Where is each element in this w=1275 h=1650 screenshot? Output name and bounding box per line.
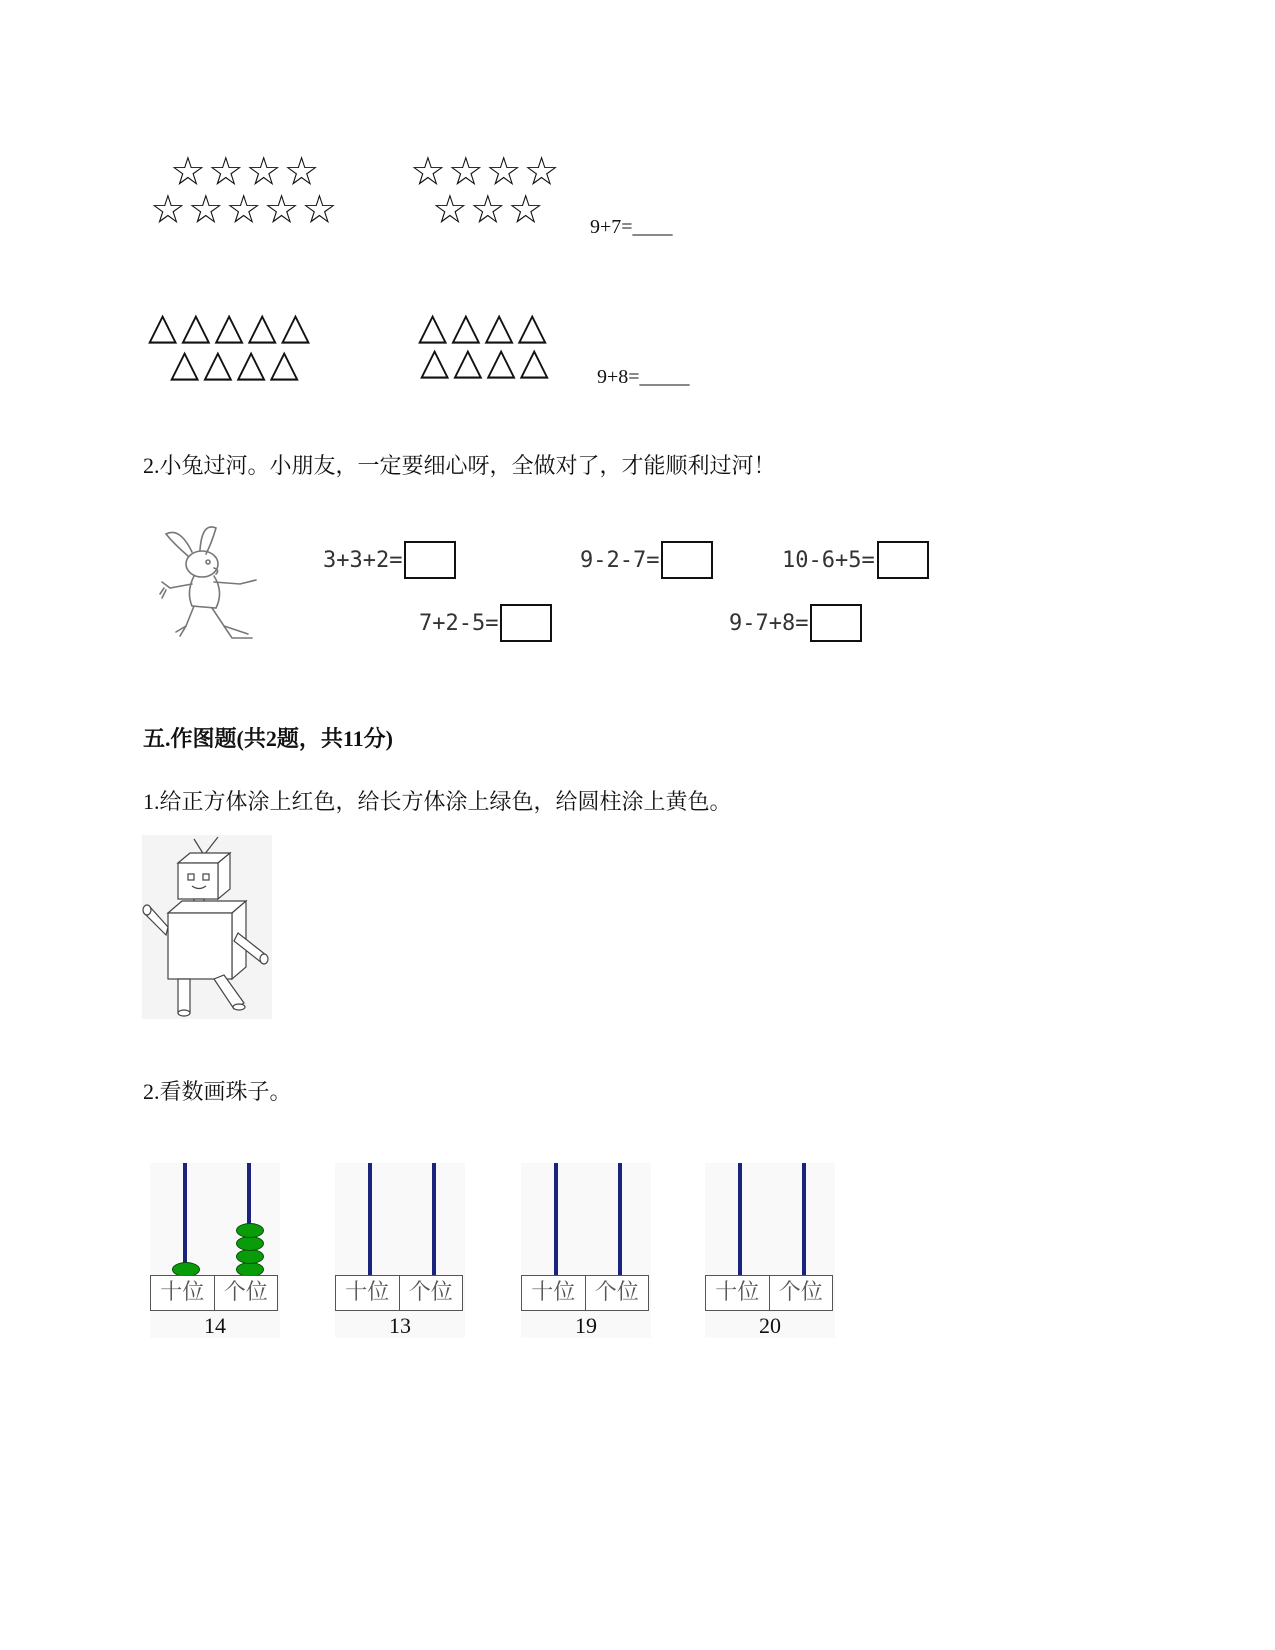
ones-label: 个位 xyxy=(223,1280,268,1305)
ones-label: 个位 xyxy=(778,1280,823,1305)
tens-rod xyxy=(183,1163,187,1278)
triangles-left-bottom: △△△△ xyxy=(170,341,303,385)
question-color-prompt: 1.给正方体涂上红色，给长方体涂上绿色，给圆柱涂上黄色。 xyxy=(143,789,732,814)
abacus-20[interactable] xyxy=(705,1163,835,1338)
place-value-row xyxy=(150,1275,278,1311)
equation-stars: 9+7=____ xyxy=(590,216,673,238)
answer-box[interactable] xyxy=(500,604,552,642)
abacus-number: 20 xyxy=(759,1313,781,1338)
abacus-number: 13 xyxy=(389,1313,411,1338)
section-heading: 五.作图题(共2题，共11分) xyxy=(143,726,393,751)
equation-text: 10-6+5= xyxy=(782,547,875,573)
answer-box[interactable] xyxy=(404,541,456,579)
stars-left-top: ☆☆☆☆ xyxy=(170,149,322,195)
robot-illustration xyxy=(142,835,272,1019)
answer-box[interactable] xyxy=(877,541,929,579)
rabbit-equation-2 xyxy=(580,541,713,579)
equation-text: 9-2-7= xyxy=(580,547,660,573)
bead xyxy=(236,1249,264,1264)
abacus-13[interactable] xyxy=(335,1163,465,1338)
equation-text: 7+2-5= xyxy=(419,610,499,636)
triangles-right-bottom: △△△△ xyxy=(420,339,553,383)
stars-right-bottom: ☆☆☆ xyxy=(432,187,546,233)
equation-text: 3+3+2= xyxy=(323,547,403,573)
triangles-left-top: △△△△△ xyxy=(148,304,315,348)
tens-rod xyxy=(554,1163,558,1278)
tens-rod xyxy=(738,1163,742,1278)
tens-label: 十位 xyxy=(706,1276,770,1310)
tens-label: 十位 xyxy=(336,1276,400,1310)
stars-left-bottom: ☆☆☆☆☆ xyxy=(150,187,340,233)
rabbit-equation-5 xyxy=(729,604,862,642)
answer-box[interactable] xyxy=(661,541,713,579)
ones-label: 个位 xyxy=(594,1280,639,1305)
rabbit-equation-3 xyxy=(782,541,929,579)
rabbit-equation-1 xyxy=(323,541,456,579)
answer-box[interactable] xyxy=(810,604,862,642)
abacus-19[interactable] xyxy=(521,1163,651,1338)
triangles-right-top: △△△△ xyxy=(418,304,551,348)
abacus-14 xyxy=(150,1163,280,1338)
equation-triangles: 9+8=_____ xyxy=(597,366,690,388)
tens-rod xyxy=(368,1163,372,1278)
place-value-row xyxy=(521,1275,649,1311)
place-value-row xyxy=(705,1275,833,1311)
question-rabbit-prompt: 2.小兔过河。小朋友，一定要细心呀，全做对了，才能顺利过河！ xyxy=(143,453,776,478)
bead xyxy=(236,1236,264,1251)
place-value-row xyxy=(335,1275,463,1311)
ones-rod xyxy=(802,1163,806,1278)
ones-rod xyxy=(618,1163,622,1278)
bead xyxy=(236,1223,264,1238)
abacus-number: 19 xyxy=(575,1313,597,1338)
abacus-number: 14 xyxy=(204,1313,226,1338)
rabbit-equation-4 xyxy=(419,604,552,642)
ones-rod xyxy=(432,1163,436,1278)
ones-label: 个位 xyxy=(408,1280,453,1305)
tens-label: 十位 xyxy=(522,1276,586,1310)
tens-label: 十位 xyxy=(151,1276,215,1310)
question-beads-prompt: 2.看数画珠子。 xyxy=(143,1079,292,1104)
stars-right-top: ☆☆☆☆ xyxy=(410,149,562,195)
equation-text: 9-7+8= xyxy=(729,610,809,636)
rabbit-illustration xyxy=(152,522,277,642)
